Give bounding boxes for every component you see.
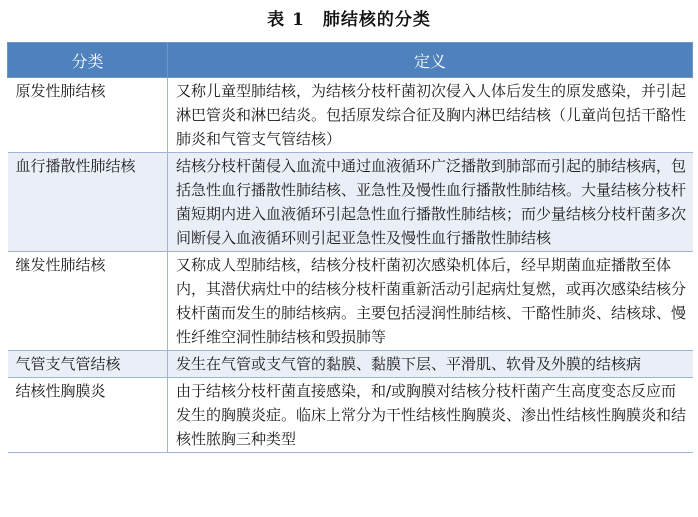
row-definition-secondary: 又称成人型肺结核，结核分枝杆菌初次感染机体后，经早期菌血症播散至体内，其潜伏病灶中的结核分枝杆菌重新活动引起病灶复燃，或再次感染结核分枝杆菌而发生的肺结核病。主要包括浸润性肺结核、干酪性肺炎、结核球、慢性纤维空洞性肺结核和毁损肺等	[168, 252, 693, 351]
row-definition-tracheobronchial: 发生在气管或支气管的黏膜、黏膜下层、平滑肌、软骨及外膜的结核病	[168, 351, 693, 378]
table-row	[8, 351, 693, 378]
table-row	[8, 153, 693, 252]
table-title: 表 1 肺结核的分类	[267, 10, 431, 30]
header-definition: 定义	[168, 43, 693, 78]
table-row	[8, 252, 693, 351]
row-category-secondary: 继发性肺结核	[8, 252, 168, 351]
row-category-primary: 原发性肺结核	[8, 78, 168, 153]
row-category-pleurisy: 结核性胸膜炎	[8, 378, 168, 453]
row-definition-hematogenous: 结核分枝杆菌侵入血流中通过血液循环广泛播散到肺部而引起的肺结核病，包括急性血行播散性肺结核、亚急性及慢性血行播散性肺结核。大量结核分枝杆菌短期内进入血液循环引起急性血行播散性肺结核；而少量结核分枝杆菌多次间断侵入血液循环则引起亚急性及慢性血行播散性肺结核	[168, 153, 693, 252]
row-definition-pleurisy: 由于结核分枝杆菌直接感染，和/或胸膜对结核分枝杆菌产生高度变态反应而发生的胸膜炎症。临床上常分为干性结核性胸膜炎、渗出性结核性胸膜炎和结核性脓胸三种类型	[168, 378, 693, 453]
row-category-tracheobronchial: 气管支气管结核	[8, 351, 168, 378]
header-category: 分类	[8, 43, 168, 78]
row-definition-primary: 又称儿童型肺结核，为结核分枝杆菌初次侵入人体后发生的原发感染，并引起淋巴管炎和淋巴结炎。包括原发综合征及胸内淋巴结结核（儿童尚包括干酪性肺炎和气管支气管结核）	[168, 78, 693, 153]
classification-table	[7, 42, 693, 453]
table-row	[8, 378, 693, 453]
table-row	[8, 78, 693, 153]
row-category-hematogenous: 血行播散性肺结核	[8, 153, 168, 252]
table-header-row	[8, 43, 693, 78]
